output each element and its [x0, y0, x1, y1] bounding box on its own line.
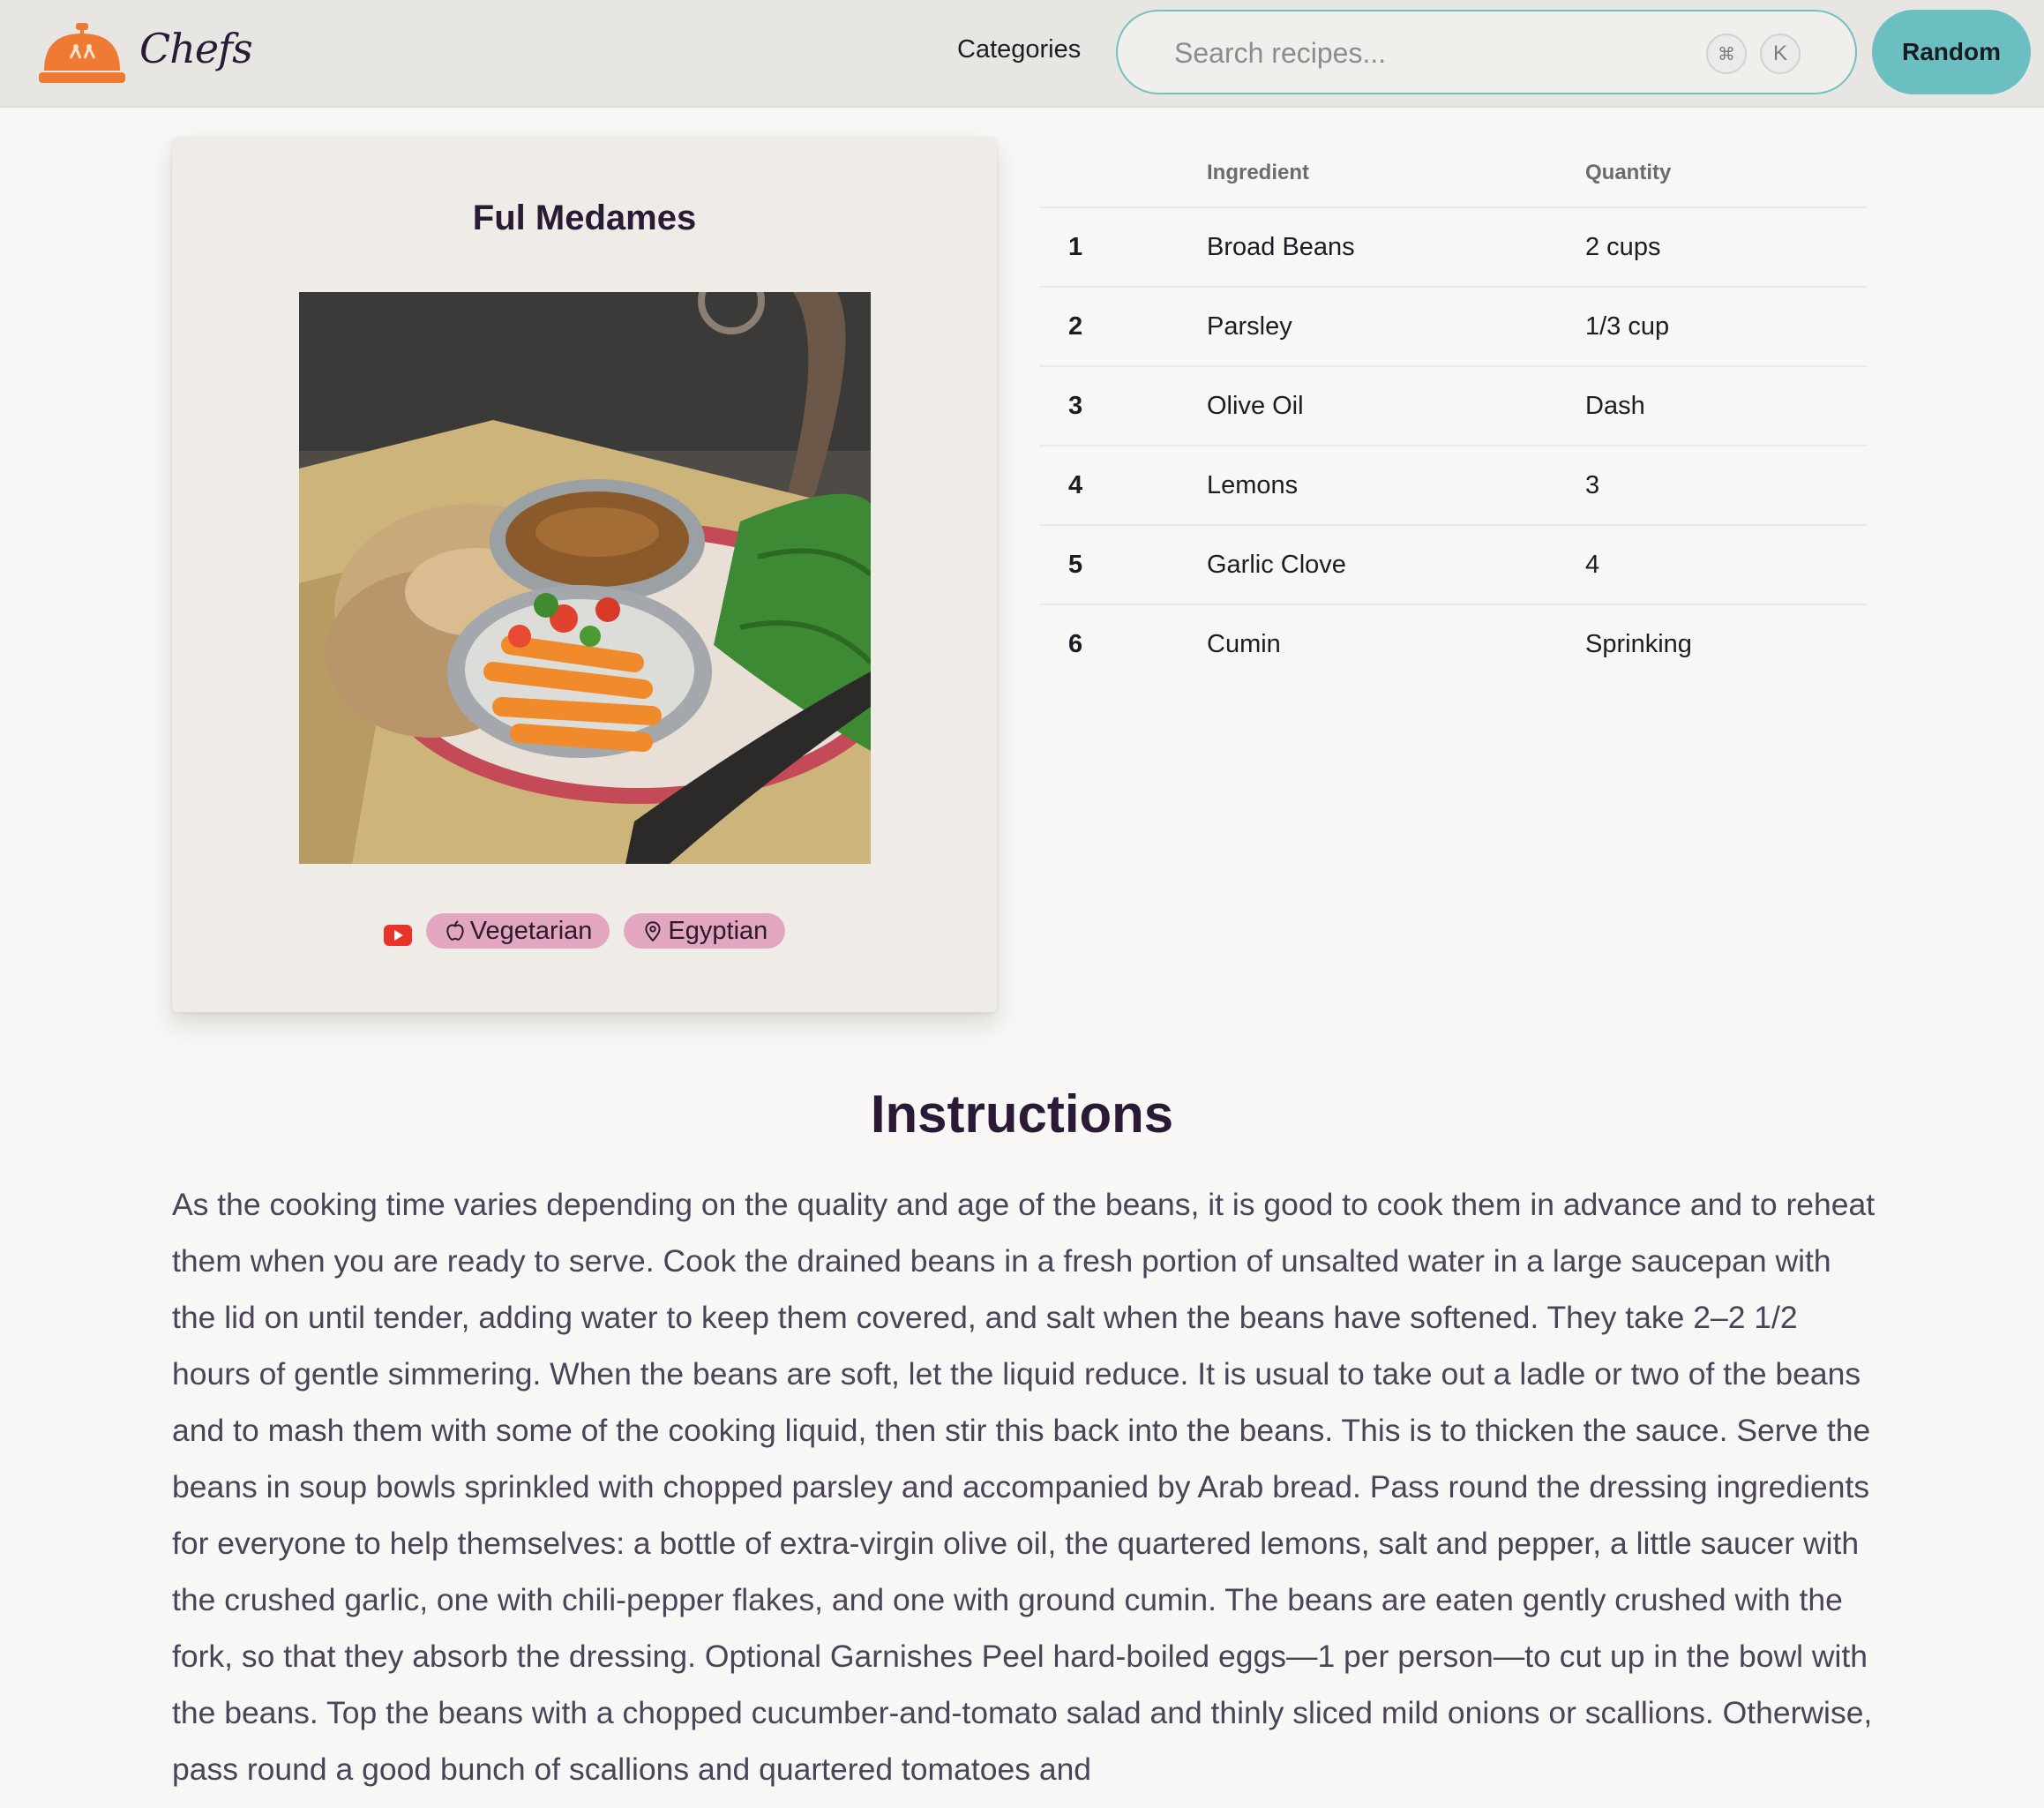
row-ingredient: Olive Oil — [1207, 392, 1304, 420]
table-row — [1039, 446, 1867, 526]
row-index: 5 — [1068, 551, 1083, 579]
tag-label: Egyptian — [668, 916, 768, 945]
nav-categories-link[interactable]: Categories — [957, 35, 1082, 64]
row-ingredient: Broad Beans — [1207, 233, 1355, 261]
recipe-tags — [172, 913, 997, 949]
recipe-card — [172, 137, 997, 1012]
recipe-image — [299, 292, 871, 864]
row-index: 6 — [1068, 630, 1083, 658]
row-ingredient: Parsley — [1207, 312, 1292, 341]
row-quantity: Dash — [1585, 392, 1645, 420]
ingredients-table — [1039, 132, 1867, 685]
table-header — [1039, 132, 1867, 208]
table-row — [1039, 288, 1867, 367]
row-quantity: Sprinking — [1585, 630, 1692, 658]
logo-text[interactable]: Chefs — [139, 25, 252, 72]
row-ingredient: Cumin — [1207, 630, 1281, 658]
row-index: 2 — [1068, 312, 1083, 341]
search-box[interactable] — [1116, 10, 1857, 94]
tag-label: Vegetarian — [469, 916, 593, 945]
row-quantity: 1/3 cup — [1585, 312, 1670, 341]
apple-icon — [444, 919, 467, 942]
row-index: 1 — [1068, 233, 1083, 261]
row-quantity: 2 cups — [1585, 233, 1661, 261]
instructions-text: As the cooking time varies depending on the quality and age of the beans, it is good to cook them in advance and to reheat them when you are ready to serve. Cook the drained beans in a fresh portion of unsalted water in a large saucepan with the lid on until tender, adding water to keep them covered, and salt when the beans have softened. They take 2–2 1/2 hours of gentle simmering. When the beans are soft, let the liquid reduce. It is usual to take out a ladle or two of the beans and to mash them with some of the cooking liquid, then stir this back into the beans. This is to thicken the sauce. Serve the beans in soup bowls sprinkled with chopped parsley and accompanied by Arab bread. Pass round the dressing ingredients for everyone to help themselves: a bottle of extra-virgin olive oil, the quartered lemons, salt and pepper, a little saucer with the crushed garlic, one with chili-pepper flakes, and one with ground cumin. The beans are eaten gently crushed with the fork, so that they absorb the dressing. Optional Garnishes Peel hard-boiled eggs—1 per person—to cut up in the bowl with the beans. Top the beans with a chopped cucumber-and-tomato salad and thinly sliced mild onions or scallions. Otherwise, pass round a good bunch of scallions and quartered tomatoes and — [172, 1187, 1876, 1787]
row-index: 3 — [1068, 392, 1083, 420]
tag-egyptian[interactable] — [624, 913, 785, 949]
table-row — [1039, 526, 1867, 605]
instructions-title: Instructions — [870, 1084, 1174, 1144]
recipe-title: Ful Medames — [472, 199, 697, 237]
row-index: 4 — [1068, 471, 1083, 499]
tag-vegetarian[interactable] — [426, 913, 610, 949]
k-key-hint: K — [1760, 34, 1801, 74]
table-row — [1039, 367, 1867, 446]
row-ingredient: Garlic Clove — [1207, 551, 1346, 579]
row-quantity: 3 — [1585, 471, 1600, 499]
table-row — [1039, 208, 1867, 288]
navbar — [0, 0, 2044, 108]
search-input[interactable] — [1174, 29, 1686, 77]
youtube-icon[interactable] — [384, 925, 412, 946]
command-key-hint: ⌘ — [1706, 34, 1747, 74]
cloche-logo-icon[interactable] — [39, 23, 125, 86]
header-quantity: Quantity — [1585, 161, 1672, 184]
row-quantity: 4 — [1585, 551, 1600, 579]
food-photo-icon — [299, 292, 871, 864]
header-ingredient: Ingredient — [1207, 161, 1310, 184]
table-row — [1039, 605, 1867, 685]
map-pin-icon — [641, 919, 664, 942]
random-button[interactable]: Random — [1872, 10, 2031, 94]
row-ingredient: Lemons — [1207, 471, 1299, 499]
